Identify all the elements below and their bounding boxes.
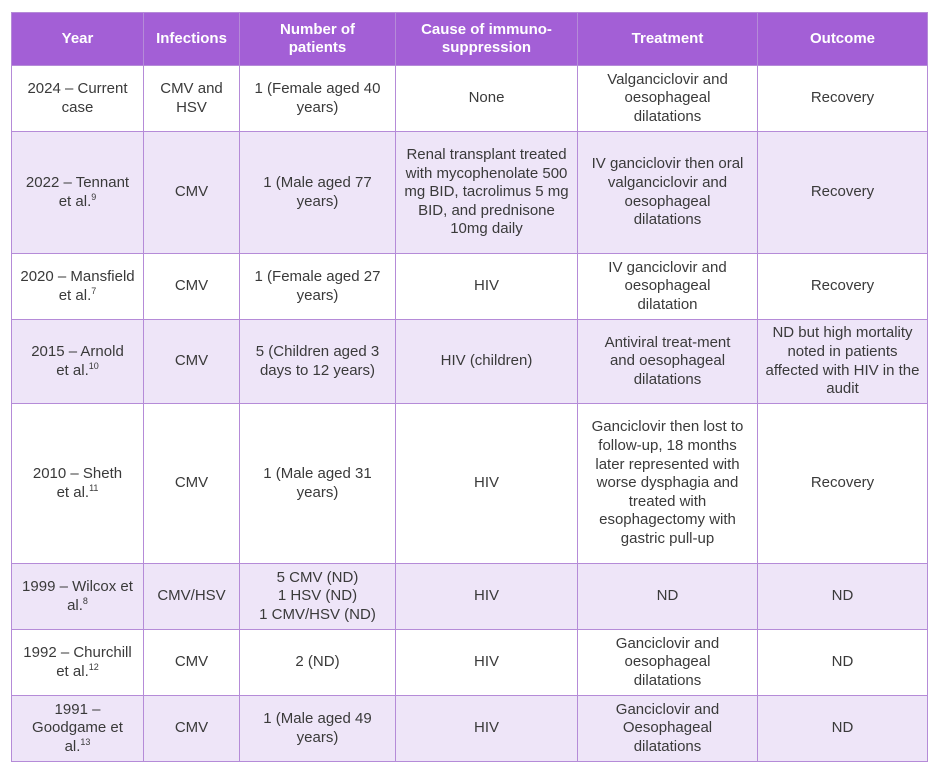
table-row (12, 320, 928, 404)
cell-patients: 1 (Male aged 77 years) (240, 132, 396, 254)
cell-cause: HIV (396, 404, 578, 564)
cell-patients: 5 (Children aged 3 days to 12 years) (240, 320, 396, 404)
table-row (12, 254, 928, 320)
cell-cause: HIV (396, 254, 578, 320)
table-row (12, 404, 928, 564)
cell-patients: 1 (Male aged 31 years) (240, 404, 396, 564)
cell-treatment: Ganciclovir then lost to follow-up, 18 months later represented with worse dysphagia and treated with esophagectomy with gastric pull-up (578, 404, 758, 564)
cell-patients (240, 564, 396, 630)
cell-treatment: Antiviral treat-ment and oesophageal dilatations (578, 320, 758, 404)
cell-patients: 1 (Male aged 49 years) (240, 696, 396, 762)
cell-year: 2022 – Tennant et al.$^9$ (12, 132, 144, 254)
table-row (12, 132, 928, 254)
cell-year: 2024 – Current case (12, 66, 144, 132)
header-year: Year (12, 13, 144, 66)
cell-infections: CMV (144, 320, 240, 404)
cell-year: 1999 – Wilcox et al.$^8$ (12, 564, 144, 630)
cell-infections: CMV (144, 254, 240, 320)
cell-outcome: ND but high mortality noted in patients affected with HIV in the audit (758, 320, 928, 404)
header-outcome: Outcome (758, 13, 928, 66)
cell-infections: CMV (144, 132, 240, 254)
cell-treatment: Ganciclovir and Oesophageal dilatations (578, 696, 758, 762)
cell-cause: HIV (children) (396, 320, 578, 404)
table-container (11, 12, 928, 762)
table-row (12, 564, 928, 630)
cell-outcome: Recovery (758, 132, 928, 254)
cell-year: 1992 – Churchill et al.$^{12}$ (12, 630, 144, 696)
cell-patients: 1 (Female aged 27 years) (240, 254, 396, 320)
cell-treatment: Valganciclovir and oesophageal dilatations (578, 66, 758, 132)
cell-cause: Renal transplant treated with mycophenolate 500 mg BID, tacrolimus 5 mg BID, and prednisone 10mg daily (396, 132, 578, 254)
table-row (12, 630, 928, 696)
cell-cause: HIV (396, 630, 578, 696)
cell-outcome: ND (758, 630, 928, 696)
cell-infections: CMV (144, 696, 240, 762)
header-row (12, 13, 928, 66)
cell-treatment: IV ganciclovir and oesophageal dilatation (578, 254, 758, 320)
table-row (12, 66, 928, 132)
cell-year: 2010 – Sheth et al.$^{11}$ (12, 404, 144, 564)
header-cause: Cause of immuno-suppression (396, 13, 578, 66)
cell-outcome: Recovery (758, 66, 928, 132)
cell-cause: HIV (396, 564, 578, 630)
cell-cause: HIV (396, 696, 578, 762)
cell-infections: CMV and HSV (144, 66, 240, 132)
table-row (12, 696, 928, 762)
cell-infections: CMV/HSV (144, 564, 240, 630)
cell-year: 1991 – Goodgame et al.$^{13}$ (12, 696, 144, 762)
case-comparison-table (11, 12, 928, 762)
cell-outcome: Recovery (758, 254, 928, 320)
header-treatment: Treatment (578, 13, 758, 66)
patients-line: 5 CMV (ND) (276, 568, 359, 586)
cell-patients: 1 (Female aged 40 years) (240, 66, 396, 132)
cell-patients: 2 (ND) (240, 630, 396, 696)
cell-year: 2020 – Mansfield et al.$^7$ (12, 254, 144, 320)
header-patients: Number of patients (240, 13, 396, 66)
cell-year: 2015 – Arnold et al.$^{10}$ (12, 320, 144, 404)
cell-treatment: Ganciclovir and oesophageal dilatations (578, 630, 758, 696)
cell-infections: CMV (144, 404, 240, 564)
cell-outcome: ND (758, 564, 928, 630)
cell-cause: None (396, 66, 578, 132)
header-infections: Infections (144, 13, 240, 66)
cell-infections: CMV (144, 630, 240, 696)
patients-line: 1 CMV/HSV (ND) (259, 605, 376, 623)
cell-outcome: ND (758, 696, 928, 762)
patients-line: 1 HSV (ND) (277, 587, 358, 605)
cell-treatment: IV ganciclovir then oral valganciclovir and oesophageal dilatations (578, 132, 758, 254)
cell-outcome: Recovery (758, 404, 928, 564)
cell-treatment: ND (578, 564, 758, 630)
